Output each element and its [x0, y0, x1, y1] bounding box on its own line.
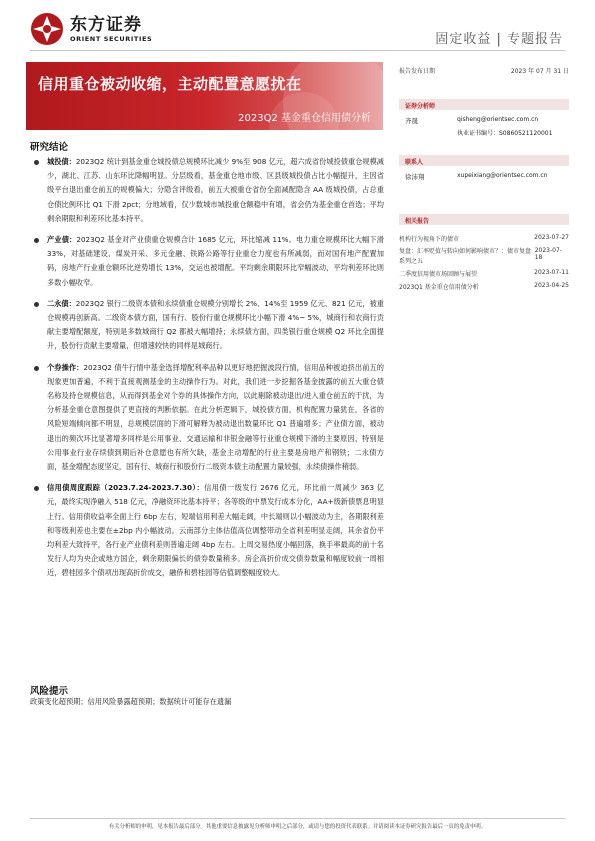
analyst-email[interactable]: qisheng@orientsec.com.cn	[457, 116, 539, 123]
publish-date-value: 2023 年 07 月 31 日	[510, 68, 569, 75]
list-item	[30, 361, 384, 475]
bullet-icon	[34, 160, 39, 165]
related-report-item[interactable]	[399, 234, 569, 243]
analysts-header	[399, 99, 569, 110]
related-reports-header-label: 相关报告	[405, 218, 430, 225]
bullet-text: 2023Q2 债牛行情中基金选择增配利率品种以更好地把握波段行情，信用品种被迫挤出前五的现象更加普遍，不利于直接观测基金的主动操作行为。对此，我们进一步挖掘各基金披露的前五大重仓债名称及持仓规模信息，从而得到基金对个券的具体操作方向，以此剔除被动退出/进入重仓前五的干扰，为分析基金重仓意图提供了更直接的判断依据。在此分析逻辑下，城投债方面，机构配置力量犹在，各省的风险短端倾向都不明显，总规模层面的下滑可解释为被动退出数量环比 Q1 普遍增多；产业债方面，被动退出的频次环比显著增多同样是公用事业、交通运输和非银金融等行业重仓规模下滑的主要原因，特别是公用事业行业存续债到期后补仓意愿也有所欠缺，基金主动增配的行业主要是房地产和钢铁；二永债方面，基金增配态度坚定，国有行、城商行和股份行二级资本债主动配置力量较强，永续债操作稍弱。	[47, 362, 384, 472]
report-subtitle: 2023Q2 基金重仓信用债分析	[238, 113, 371, 124]
contact-email[interactable]: xupeixiang@orientsec.com.cn	[457, 172, 548, 179]
bullet-text: 2023Q2 统计到基金重仓城投债总规模环比减少 9%至 908 亿元，超六成省份城投债重仓规模减少，湖北、江苏、山东环比降幅明显。分层级看，基金重仓地市级、区县级城投债占比小幅提升，主因省级平台退出重仓前五的规模偏大；分隐含评级看，前五大被重仓省份全面减配隐含 AA 级城投债，占总重仓债比例环比 Q1 下滑 2pct；分地域看，仅少数城市城投重仓额稳中有增，省会仍为基金重仓首选；平均剩余期限和利差环比基本持平。	[47, 157, 384, 223]
bullet-heading: 城投债：	[47, 157, 76, 166]
list-item	[30, 481, 384, 580]
analyst-name: 齐晟	[405, 117, 418, 125]
related-report-title: 机构行为视角下的债市	[399, 236, 460, 243]
bullet-text: 2023Q2 银行二级资本债和永续债重仓规模分别增长 2%、14%至 1959 亿元、821 亿元，被重仓规模再创新高。二级资本债方面，国有行、股份行重仓规模环比小幅下滑 4%~ 5%，城商行和农商行贡献主要增配额度，特别是多数城商行 Q2 都被大幅增持；永续债方面，四类银行重仓规模 Q2 环比全面提升，股份行贡献主要增量，但增速较快的同样是城商行。	[47, 298, 384, 351]
related-report-date: 2023-07-18	[534, 247, 562, 261]
bullet-icon	[34, 486, 39, 491]
risk-title: 风险提示	[30, 686, 69, 697]
company-logo	[30, 12, 152, 46]
conclusion-list	[30, 155, 384, 588]
list-item	[30, 233, 384, 290]
related-report-title: 复盘：汇率贬值与转向如何影响债市？：债市复盘系列之五	[399, 248, 532, 265]
related-report-date: 2023-07-11	[534, 269, 569, 276]
title-banner	[26, 62, 383, 130]
contacts-header	[399, 155, 569, 166]
analyst-cert: 执业证书编号：S0860521120001	[457, 130, 553, 137]
related-report-item[interactable]	[399, 269, 569, 278]
analysts-header-label: 证券分析师	[405, 103, 436, 110]
related-report-date: 2023-04-25	[534, 282, 569, 289]
publish-date-label: 报告发布日期	[399, 68, 436, 75]
bullet-icon	[34, 302, 39, 307]
related-report-title: 2023Q1 基金重仓信用债分析	[399, 284, 479, 291]
list-item	[30, 297, 384, 354]
company-name-en: ORIENT SECURITIES	[70, 35, 153, 43]
bullet-text: 信用债一级发行 2676 亿元，环比前一周减少 363 亿元，最终实现净融入 518 亿元，净融资环比基本持平；各等级的中票发行成本分化，AA+级新债票息明显上行。信用债收益率全面上行 6bp 左右，短端信用利差大幅走阔，中长端则以小幅波动为主，各期限利差和等级利差也主要在±2bp 内小幅波动。云南部分主体估值高位调整带动全省利差明显走阔，其余省份平均利差大致持平，各行业产业债利差则普遍走阔 4bp 左右。上周交易热度小幅回落，换手率最高的前十名发行人均为央企或地方国企，剩余期限偏长的债券数量稍多。房企高折价成交债券数量和幅度较前一周相近，碧桂园多个债项出现高折价成交，融侨和碧桂园等估值调整幅度较大。	[47, 483, 384, 578]
bullet-heading: 个券操作：	[47, 362, 84, 372]
bullet-icon	[34, 366, 39, 371]
related-report-date: 2023-07-27	[534, 234, 569, 241]
footer-disclaimer: 有关分析师的申明，见本报告最后部分。其他重要信息披露见分析师申明之后部分，或请与您的投资代表联系。并请阅读本证券研究报告最后一页的免责申明。	[30, 818, 565, 830]
contact-name: 徐沛翔	[405, 173, 425, 181]
bullet-icon	[34, 238, 39, 243]
bullet-text: 2023Q2 基金对产业债重仓规模合计 1685 亿元，环比缩减 11%。电力重仓规模环比大幅下滑 33%，对基础建设、煤炭开采、多元金融、铁路公路等行业重仓力度也有所减弱，而对国有地产配置加码，房地产行业重仓额环比逆势增长 13%，交运也被增配。平均剩余期限环比窄幅波动，平均利差环比则多数小幅收窄。	[47, 235, 384, 287]
company-name-cn: 东方证券	[70, 15, 142, 35]
research-conclusion-title: 研究结论	[30, 142, 69, 153]
orient-logo-icon	[30, 12, 64, 46]
report-title: 信用重仓被动收缩，主动配置意愿扰在	[38, 75, 302, 93]
related-report-title: 二季度信用债市场回顾与展望	[399, 271, 478, 278]
bullet-heading: 二永债：	[47, 298, 76, 308]
related-report-item[interactable]	[399, 247, 569, 267]
document-type: 固定收益 | 专题报告	[435, 32, 563, 47]
header-divider	[30, 50, 565, 51]
contacts-header-label: 联系人	[405, 159, 424, 166]
list-item	[30, 155, 384, 226]
bullet-heading: 信用债周度跟踪（2023.7.24-2023.7.30）：	[47, 483, 205, 493]
related-reports-header	[399, 214, 569, 225]
bullet-heading: 产业债：	[47, 235, 77, 245]
risk-text: 政策变化超预期；信用风险暴露超预期；数据统计可能存在遗漏	[30, 697, 232, 706]
publish-date-row	[399, 66, 569, 75]
related-report-item[interactable]	[399, 282, 569, 291]
